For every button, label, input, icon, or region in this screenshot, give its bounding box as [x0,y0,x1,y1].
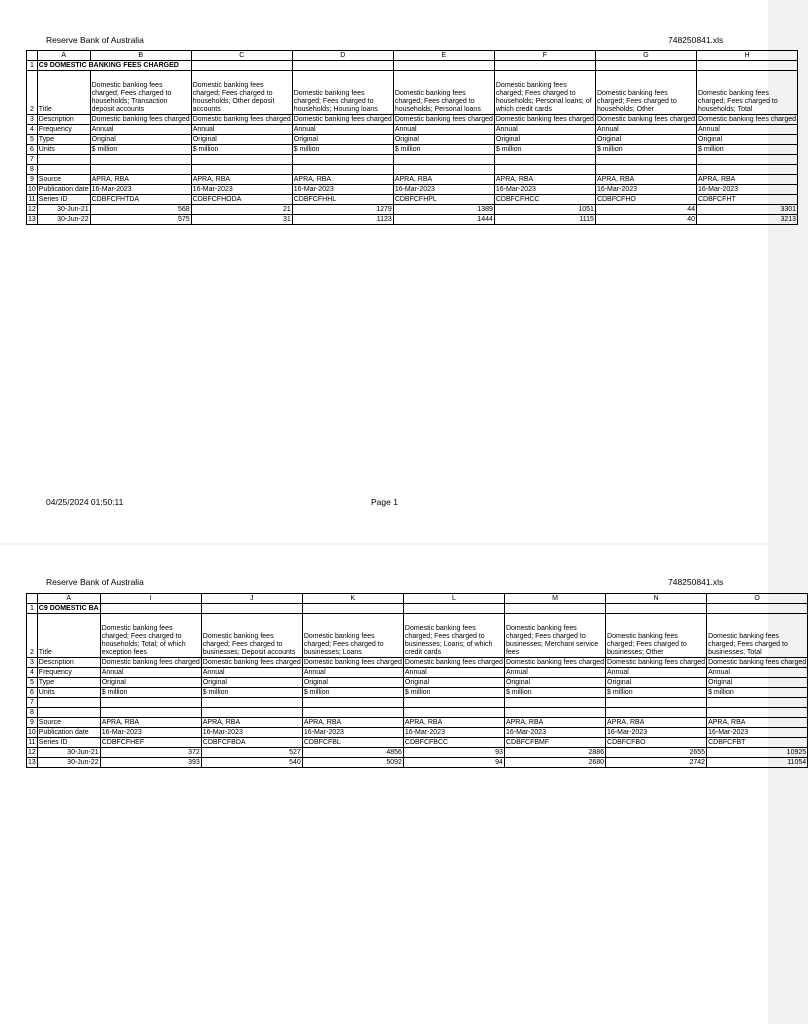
column-header-row [27,51,798,61]
empty-cell [393,155,494,165]
meta-cell: APRA, RBA [201,718,302,728]
series-title-cell: Domestic banking fees charged; Fees charged to businesses; Merchant service fees [504,614,605,658]
meta-cell: Annual [697,125,798,135]
empty-cell [504,708,605,718]
series-title-cell: Domestic banking fees charged; Fees charged to households; Total; of which exception fees [100,614,201,658]
value-cell: 1444 [393,215,494,225]
empty-cell [302,698,403,708]
sheet-row [27,215,798,225]
empty-cell [292,155,393,165]
sheet-row [27,718,808,728]
meta-cell: $ million [302,688,403,698]
row-label-type: Type [37,135,90,145]
meta-cell: Domestic banking fees charged [698,116,797,123]
meta-cell: $ million [595,145,696,155]
meta-cell: CDBFCFHHL [292,195,393,205]
meta-cell: Original [504,678,605,688]
empty-cell [595,61,696,71]
meta-cell: 16-Mar-2023 [494,185,595,195]
column-letter: M [504,594,605,604]
meta-cell: Original [292,135,393,145]
meta-cell: Domestic banking fees charged [91,116,190,123]
value-cell: 1123 [292,215,393,225]
meta-cell: Annual [494,125,595,135]
meta-cell: Original [403,678,504,688]
meta-cell: Domestic banking fees charged [708,659,807,666]
meta-cell: Domestic banking fees charged [293,116,392,123]
row-number: 5 [27,135,38,145]
meta-cell: Domestic banking fees charged [607,659,706,666]
value-cell: 575 [90,215,191,225]
meta-cell: 16-Mar-2023 [201,728,302,738]
value-cell: 568 [90,205,191,215]
row-number: 9 [27,718,38,728]
empty-cell [697,165,798,175]
sheet-row [27,614,808,658]
value-cell: 372 [100,748,201,758]
meta-cell: APRA, RBA [403,718,504,728]
row-label-series-id: Series ID [37,738,100,748]
row-label-source: Source [37,718,100,728]
row-number: 2 [27,614,38,658]
meta-cell: CDBFCFBMF [504,738,605,748]
value-cell: 40 [595,215,696,225]
sheet-row [27,145,798,155]
header-file: 748250841.xls [668,35,724,45]
empty-cell [494,61,595,71]
meta-cell: 16-Mar-2023 [697,185,798,195]
meta-cell: CDBFCFHT [697,195,798,205]
sheet-page-2 [0,545,807,1024]
column-letter: A [37,51,90,61]
empty-cell [37,155,90,165]
value-cell: 44 [595,205,696,215]
meta-cell: Original [302,678,403,688]
empty-cell [707,708,808,718]
value-cell: 5092 [302,758,403,768]
row-label-date1: 30-Jun-21 [37,205,90,215]
meta-cell: Domestic banking fees charged [202,659,301,666]
value-cell: 4856 [302,748,403,758]
meta-cell: Annual [504,668,605,678]
meta-cell: Original [595,135,696,145]
meta-cell: Domestic banking fees charged [303,659,402,666]
row-label-description: Description [37,658,100,668]
value-cell: 540 [201,758,302,768]
row-label-frequency: Frequency [37,668,100,678]
value-cell: 393 [100,758,201,768]
corner-cell [27,51,38,61]
meta-cell: CDBFCFBO [606,738,707,748]
empty-cell [504,604,605,614]
sheet-row [27,748,808,758]
meta-cell: Domestic banking fees charged [505,659,605,666]
meta-cell: Annual [201,668,302,678]
meta-cell: Original [707,678,808,688]
empty-cell [393,165,494,175]
sheet-row [27,738,808,748]
meta-cell: 16-Mar-2023 [606,728,707,738]
value-cell: 2655 [606,748,707,758]
sheet-row [27,604,808,614]
row-label-title: Title [37,71,90,115]
meta-cell: Domestic banking fees charged [192,116,291,123]
empty-cell [302,604,403,614]
meta-cell: $ million [292,145,393,155]
empty-cell [201,698,302,708]
meta-cell: $ million [90,145,191,155]
row-label-units: Units [37,688,100,698]
footer-datetime: 04/25/2024 01:50:11 [46,497,124,507]
row-number: 2 [27,71,38,115]
meta-cell: Domestic banking fees charged [596,116,695,123]
meta-cell: APRA, RBA [595,175,696,185]
value-cell: 2886 [504,748,605,758]
row-number: 7 [27,155,38,165]
row-number: 8 [27,708,38,718]
meta-cell: APRA, RBA [292,175,393,185]
series-title-cell: Domestic banking fees charged; Fees charged to businesses; Other [606,614,707,658]
column-letter: D [292,51,393,61]
sheet-row [27,155,798,165]
sheet-row [27,658,808,668]
empty-cell [37,165,90,175]
meta-cell: Domestic banking fees charged [495,116,594,123]
column-header-row [27,594,808,604]
row-number: 13 [28,216,36,223]
column-letter: G [595,51,696,61]
column-letter: B [90,51,191,61]
value-cell: 31 [191,215,292,225]
empty-cell [37,708,100,718]
meta-cell: APRA, RBA [504,718,605,728]
row-label-type: Type [37,678,100,688]
empty-cell [37,698,100,708]
row-number: 4 [27,125,38,135]
meta-cell: Domestic banking fees charged [404,659,503,666]
value-cell: 10925 [707,748,808,758]
empty-cell [393,61,494,71]
sheet-row [27,708,808,718]
row-label-title: Title [37,614,100,658]
column-letter: J [201,594,302,604]
value-cell: 3301 [697,205,798,215]
row-number: 6 [27,145,38,155]
meta-cell: Original [697,135,798,145]
meta-cell: Domestic banking fees charged [394,116,493,123]
row-number: 12 [28,206,36,213]
empty-cell [403,604,504,614]
empty-cell [90,165,191,175]
sheet-row [27,175,798,185]
row-number: 11 [28,196,36,203]
meta-cell: $ million [403,688,504,698]
sheet-row [27,185,798,195]
meta-cell: $ million [697,145,798,155]
row-label-date2: 30-Jun-22 [37,758,100,768]
meta-cell: CDBFCFBL [302,738,403,748]
meta-cell: Original [393,135,494,145]
row-label-publication-date: Publication date [37,728,100,738]
row-number: 3 [27,115,38,125]
row-number: 10 [28,729,36,736]
series-title-cell: Domestic banking fees charged; Fees charged to businesses; Total [707,614,808,658]
empty-cell [403,698,504,708]
series-title-cell: Domestic banking fees charged; Fees charged to businesses; Loans [302,614,403,658]
meta-cell: APRA, RBA [707,718,808,728]
meta-cell: CDBFCFHODA [191,195,292,205]
meta-cell: 16-Mar-2023 [90,185,191,195]
meta-cell: Annual [595,125,696,135]
meta-cell: Original [606,678,707,688]
sheet-row [27,165,798,175]
series-title-cell: Domestic banking fees charged; Fees charged to households; Total [697,71,798,115]
value-cell: 2742 [606,758,707,768]
value-cell: 11054 [707,758,808,768]
meta-cell: CDBFCFBDA [201,738,302,748]
footer-page: Page 1 [371,497,398,507]
row-number: 3 [27,658,38,668]
meta-cell: 16-Mar-2023 [595,185,696,195]
row-number: 10 [28,186,36,193]
meta-cell: 16-Mar-2023 [707,728,808,738]
meta-cell: 16-Mar-2023 [403,728,504,738]
value-cell: 1115 [494,215,595,225]
empty-cell [606,708,707,718]
empty-cell [100,708,201,718]
column-letter: C [191,51,292,61]
meta-cell: $ million [504,688,605,698]
meta-cell: Domestic banking fees charged [101,659,200,666]
row-number: 12 [28,749,36,756]
meta-cell: $ million [494,145,595,155]
sheet-row [27,115,798,125]
meta-cell: 16-Mar-2023 [393,185,494,195]
value-cell: 1389 [393,205,494,215]
value-cell: 93 [403,748,504,758]
meta-cell: Annual [100,668,201,678]
meta-cell: CDBFCFHTDA [90,195,191,205]
empty-cell [707,698,808,708]
empty-cell [697,155,798,165]
row-number: 1 [27,61,38,71]
meta-cell: $ million [606,688,707,698]
empty-cell [504,698,605,708]
sheet-row [27,61,798,71]
row-number: 13 [28,759,36,766]
empty-cell [100,698,201,708]
row-label-series-id: Series ID [37,195,90,205]
sheet-title-cell: C9 DOMESTIC BA [38,605,99,612]
series-title-cell: Domestic banking fees charged; Fees charged to households; Personal loans; of which credit cards [494,71,595,115]
value-cell: 21 [191,205,292,215]
empty-cell [494,165,595,175]
meta-cell: CDBFCFHO [595,195,696,205]
meta-cell: APRA, RBA [393,175,494,185]
series-title-cell: Domestic banking fees charged; Fees charged to businesses; Deposit accounts [201,614,302,658]
meta-cell: Annual [302,668,403,678]
sheet-row [27,71,798,115]
meta-cell: CDBFCFHEF [100,738,201,748]
meta-cell: Annual [191,125,292,135]
series-title-cell: Domestic banking fees charged; Fees charged to businesses; Loans; of which credit cards [403,614,504,658]
value-cell: 1051 [494,205,595,215]
meta-cell: APRA, RBA [302,718,403,728]
meta-cell: $ million [707,688,808,698]
sheet-row [27,698,808,708]
sheet-row [27,205,798,215]
sheet-row [27,668,808,678]
meta-cell: Annual [393,125,494,135]
meta-cell: APRA, RBA [100,718,201,728]
meta-cell: $ million [393,145,494,155]
row-number: 1 [27,604,38,614]
column-letter: L [403,594,504,604]
sheet-row [27,125,798,135]
empty-cell [302,708,403,718]
value-cell: 527 [201,748,302,758]
row-label-frequency: Frequency [37,125,90,135]
sheet-title-cell: C9 DOMESTIC BANKING FEES CHARGED [37,61,191,71]
empty-cell [201,708,302,718]
spreadsheet-table [26,593,808,768]
header-file: 748250841.xls [668,577,724,587]
column-letter: A [37,594,100,604]
series-title-cell: Domestic banking fees charged; Fees charged to households; Other deposit accounts [191,71,292,115]
empty-cell [292,165,393,175]
meta-cell: $ million [100,688,201,698]
empty-cell [606,604,707,614]
column-letter: N [606,594,707,604]
row-number: 7 [27,698,38,708]
corner-cell [27,594,38,604]
meta-cell: CDBFCFBT [707,738,808,748]
meta-cell: 16-Mar-2023 [302,728,403,738]
spreadsheet-table [26,50,798,225]
meta-cell: $ million [191,145,292,155]
value-cell: 2680 [504,758,605,768]
meta-cell: Annual [606,668,707,678]
empty-cell [403,708,504,718]
column-letter: K [302,594,403,604]
sheet-row [27,688,808,698]
empty-cell [90,155,191,165]
row-number: 6 [27,688,38,698]
meta-cell: 16-Mar-2023 [191,185,292,195]
header-org: Reserve Bank of Australia [46,35,144,45]
column-letter: O [707,594,808,604]
meta-cell: APRA, RBA [697,175,798,185]
row-label-description: Description [37,115,90,125]
value-cell: 94 [403,758,504,768]
empty-cell [595,165,696,175]
column-letter: F [494,51,595,61]
empty-cell [191,61,292,71]
column-letter: I [100,594,201,604]
empty-cell [100,604,201,614]
row-label-date2: 30-Jun-22 [37,215,90,225]
meta-cell: 16-Mar-2023 [100,728,201,738]
series-title-cell: Domestic banking fees charged; Fees charged to households; Personal loans [393,71,494,115]
meta-cell: APRA, RBA [191,175,292,185]
empty-cell [595,155,696,165]
meta-cell: Annual [292,125,393,135]
meta-cell: Annual [90,125,191,135]
empty-cell [191,155,292,165]
row-label-date1: 30-Jun-21 [37,748,100,758]
empty-cell [707,604,808,614]
column-letter: H [697,51,798,61]
header-org: Reserve Bank of Australia [46,577,144,587]
meta-cell: $ million [201,688,302,698]
value-cell: 3213 [697,215,798,225]
meta-cell: Original [201,678,302,688]
meta-cell: CDBFCFBCC [403,738,504,748]
meta-cell: Annual [707,668,808,678]
meta-cell: CDBFCFHPL [393,195,494,205]
row-number: 8 [27,165,38,175]
row-number: 11 [28,739,36,746]
series-title-cell: Domestic banking fees charged; Fees charged to households; Transaction deposit accounts [90,71,191,115]
meta-cell: Annual [403,668,504,678]
series-title-cell: Domestic banking fees charged; Fees charged to households; Other [595,71,696,115]
row-number: 4 [27,668,38,678]
value-cell: 1279 [292,205,393,215]
row-number: 9 [27,175,38,185]
sheet-row [27,135,798,145]
empty-cell [606,698,707,708]
column-letter: E [393,51,494,61]
row-number: 5 [27,678,38,688]
meta-cell: 16-Mar-2023 [292,185,393,195]
row-label-publication-date: Publication date [38,186,89,193]
meta-cell: Original [494,135,595,145]
meta-cell: APRA, RBA [494,175,595,185]
empty-cell [201,604,302,614]
meta-cell: CDBFCFHCC [494,195,595,205]
row-label-units: Units [37,145,90,155]
meta-cell: APRA, RBA [90,175,191,185]
empty-cell [292,61,393,71]
meta-cell: APRA, RBA [606,718,707,728]
empty-cell [191,165,292,175]
meta-cell: Original [191,135,292,145]
series-title-cell: Domestic banking fees charged; Fees charged to households; Housing loans [292,71,393,115]
meta-cell: Original [100,678,201,688]
empty-cell [697,61,798,71]
sheet-row [27,195,798,205]
meta-cell: 16-Mar-2023 [504,728,605,738]
sheet-row [27,678,808,688]
empty-cell [494,155,595,165]
sheet-row [27,758,808,768]
row-label-source: Source [37,175,90,185]
meta-cell: Original [90,135,191,145]
sheet-row [27,728,808,738]
